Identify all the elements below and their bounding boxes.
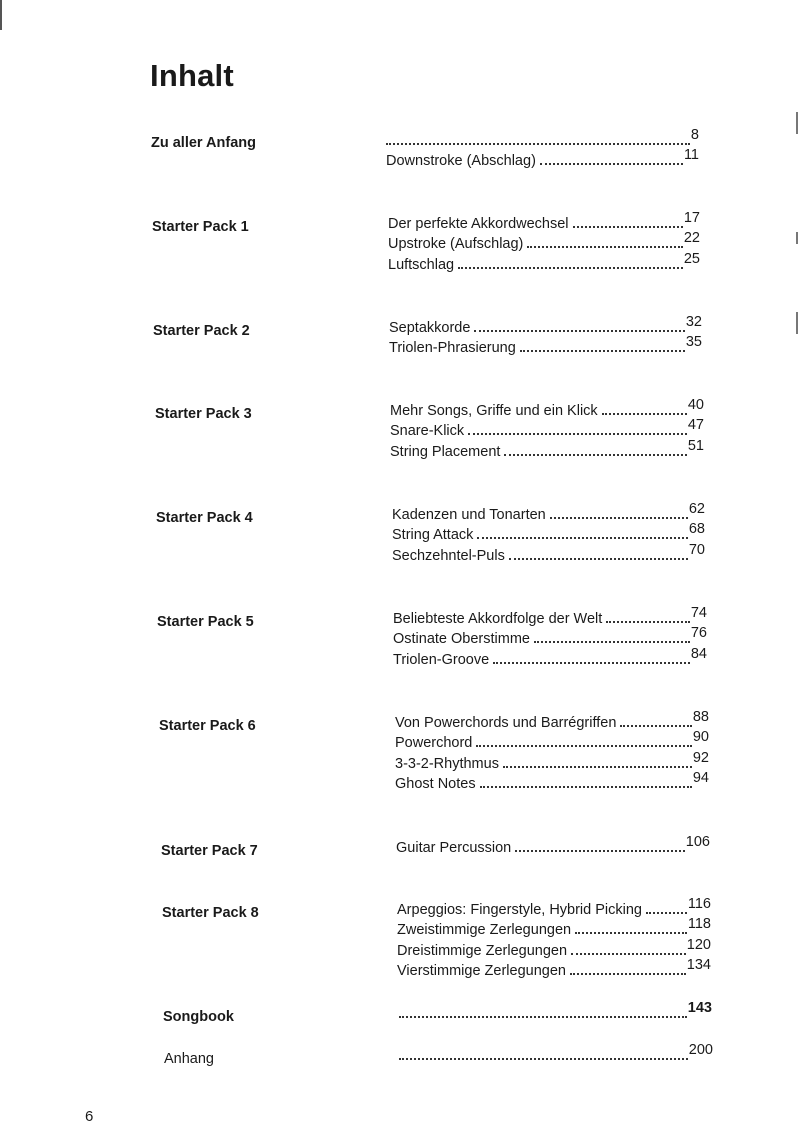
toc-entry-page-number: 74: [690, 604, 707, 621]
toc-entry-title: Triolen-Groove: [393, 651, 490, 668]
dot-leader: [476, 731, 691, 747]
dot-leader: [503, 752, 692, 768]
toc-entry-page-number: 94: [692, 770, 709, 787]
toc-entry-page-number: 88: [692, 708, 709, 725]
toc-entry-title: Ostinate Oberstimme: [393, 631, 530, 648]
toc-section-label: Starter Pack 2: [153, 323, 250, 339]
toc-entries: [395, 710, 709, 792]
page-edge-mark: [0, 0, 2, 30]
scan-edge-mark: [796, 312, 798, 334]
toc-entry[interactable]: [396, 835, 710, 856]
toc-entry-title: Zweistimmige Zerlegungen: [397, 922, 572, 939]
dot-leader: [480, 772, 692, 788]
toc-entry-title: Mehr Songs, Griffe und ein Klick: [390, 402, 598, 419]
toc-entry[interactable]: [393, 606, 707, 627]
toc-entry[interactable]: [397, 938, 711, 959]
dot-leader: [504, 440, 686, 456]
toc-entry[interactable]: [393, 647, 707, 668]
toc-entry-page-number: 143: [687, 999, 712, 1016]
dot-leader: [515, 836, 685, 852]
toc-entry-title: String Attack: [392, 527, 474, 544]
toc-entries: [396, 835, 710, 856]
toc-entry[interactable]: [386, 128, 699, 149]
toc-section-label: Starter Pack 5: [157, 614, 254, 630]
dot-leader: [520, 336, 685, 352]
toc-entries: [392, 502, 705, 564]
toc-section-label: Starter Pack 4: [156, 510, 253, 526]
toc-entry[interactable]: [386, 149, 699, 170]
toc-entry-page-number: 40: [687, 396, 704, 413]
toc-entry-title: Downstroke (Abschlag): [386, 153, 536, 170]
dot-leader: [550, 503, 688, 519]
dot-leader: [620, 711, 691, 727]
toc-entry[interactable]: [399, 1043, 713, 1064]
toc-entry-page-number: 32: [685, 313, 702, 330]
toc-entry-title: Guitar Percussion: [396, 839, 512, 856]
dot-leader: [527, 232, 682, 248]
toc-entry-title: Luftschlag: [388, 256, 455, 273]
scan-edge-mark: [796, 232, 798, 244]
toc-entry-title: String Placement: [390, 443, 501, 460]
toc-entry[interactable]: [392, 502, 705, 523]
toc-entry-title: Dreistimmige Zerlegungen: [397, 942, 568, 959]
toc-entries: [388, 211, 700, 273]
toc-entry-page-number: 134: [686, 957, 711, 974]
toc-entry-page-number: 62: [688, 500, 705, 517]
toc-entries: [397, 897, 711, 979]
dot-leader: [646, 898, 687, 914]
toc-entry[interactable]: [395, 731, 709, 752]
toc-section-label: Starter Pack 8: [162, 905, 259, 921]
toc-entry-page-number: 35: [685, 334, 702, 351]
toc-entry[interactable]: [399, 1001, 712, 1022]
toc-entry-title: 3-3-2-Rhythmus: [395, 755, 499, 772]
toc-entry[interactable]: [395, 751, 709, 772]
toc-entry-title: Von Powerchords und Barrégriffen: [395, 714, 617, 731]
scan-edge-mark: [796, 112, 798, 134]
dot-leader: [399, 1002, 687, 1018]
dot-leader: [509, 544, 688, 560]
toc-section-label: Zu aller Anfang: [151, 135, 256, 151]
toc-entry[interactable]: [388, 232, 700, 253]
dot-leader: [534, 627, 690, 643]
toc-section-label: Anhang: [164, 1051, 214, 1067]
toc-entry[interactable]: [388, 211, 700, 232]
toc-entry[interactable]: [397, 918, 711, 939]
page-title: Inhalt: [150, 58, 234, 93]
toc-entry[interactable]: [390, 439, 704, 460]
toc-entry-page-number: 118: [687, 916, 711, 933]
toc-entry-page-number: 106: [685, 833, 710, 850]
toc-section-label: Starter Pack 1: [152, 219, 249, 235]
toc-entry-page-number: 90: [692, 729, 709, 746]
toc-section-label: Songbook: [163, 1009, 234, 1025]
toc-entry[interactable]: [397, 959, 711, 980]
toc-entry-page-number: 51: [687, 437, 704, 454]
toc-entry-title: Septakkorde: [389, 319, 471, 336]
toc-entry-page-number: 17: [683, 209, 700, 226]
dot-leader: [474, 316, 684, 332]
toc-entry-page-number: 76: [690, 625, 707, 642]
toc-entry[interactable]: [395, 772, 709, 793]
dot-leader: [493, 648, 690, 664]
page-number: 6: [85, 1108, 94, 1125]
toc-entry-title: Powerchord: [395, 735, 473, 752]
dot-leader: [606, 607, 690, 623]
toc-entry-page-number: 84: [690, 645, 707, 662]
toc-entry-page-number: 25: [683, 250, 700, 267]
dot-leader: [386, 129, 690, 145]
toc-entry-title: Ghost Notes: [395, 776, 476, 793]
dot-leader: [571, 939, 686, 955]
toc-entry-title: Upstroke (Aufschlag): [388, 236, 524, 253]
toc-entry[interactable]: [389, 315, 702, 336]
toc-entry-page-number: 8: [690, 126, 699, 143]
dot-leader: [575, 918, 687, 934]
toc-entry-page-number: 11: [683, 147, 699, 164]
dot-leader: [602, 399, 687, 415]
toc-section-label: Starter Pack 7: [161, 843, 258, 859]
toc-entry-page-number: 116: [687, 895, 711, 912]
toc-entries: [399, 1043, 713, 1064]
toc-entry[interactable]: [388, 252, 700, 273]
dot-leader: [468, 419, 687, 435]
dot-leader: [399, 1044, 688, 1060]
dot-leader: [458, 253, 683, 269]
toc-entry-title: Beliebteste Akkordfolge der Welt: [393, 610, 603, 627]
toc-entries: [386, 128, 699, 169]
toc-entry[interactable]: [397, 897, 711, 918]
dot-leader: [477, 523, 687, 539]
dot-leader: [573, 212, 683, 228]
toc-entry[interactable]: [390, 419, 704, 440]
toc-entry-title: Vierstimmige Zerlegungen: [397, 963, 566, 980]
toc-entry-title: Snare-Klick: [390, 423, 465, 440]
toc-section-label: Starter Pack 3: [155, 406, 252, 422]
toc-entry-page-number: 92: [692, 749, 709, 766]
toc-entry-title: Triolen-Phrasierung: [389, 340, 516, 357]
dot-leader: [570, 959, 686, 975]
toc-entry-page-number: 47: [687, 417, 704, 434]
toc-entry[interactable]: [392, 543, 705, 564]
toc-entries: [393, 606, 707, 668]
dot-leader: [540, 149, 683, 165]
toc-entry[interactable]: [393, 627, 707, 648]
toc-entry-page-number: 68: [688, 521, 705, 538]
toc-entry-title: Kadenzen und Tonarten: [392, 506, 546, 523]
toc-entry-page-number: 120: [686, 936, 711, 953]
toc-entry-page-number: 200: [688, 1041, 713, 1058]
toc-entries: [390, 398, 704, 460]
toc-entry-page-number: 70: [688, 541, 705, 558]
toc-entry[interactable]: [389, 336, 702, 357]
toc-section-label: Starter Pack 6: [159, 718, 256, 734]
toc-entry-title: Arpeggios: Fingerstyle, Hybrid Picking: [397, 901, 642, 918]
toc-entries: [399, 1001, 712, 1022]
toc-entry-title: Sechzehntel-Puls: [392, 547, 505, 564]
toc-entry-title: Der perfekte Akkordwechsel: [388, 215, 569, 232]
toc-entries: [389, 315, 702, 356]
toc-entry[interactable]: [390, 398, 704, 419]
toc-entry-page-number: 22: [683, 230, 700, 247]
toc-entry[interactable]: [392, 523, 705, 544]
toc-entry[interactable]: [395, 710, 709, 731]
